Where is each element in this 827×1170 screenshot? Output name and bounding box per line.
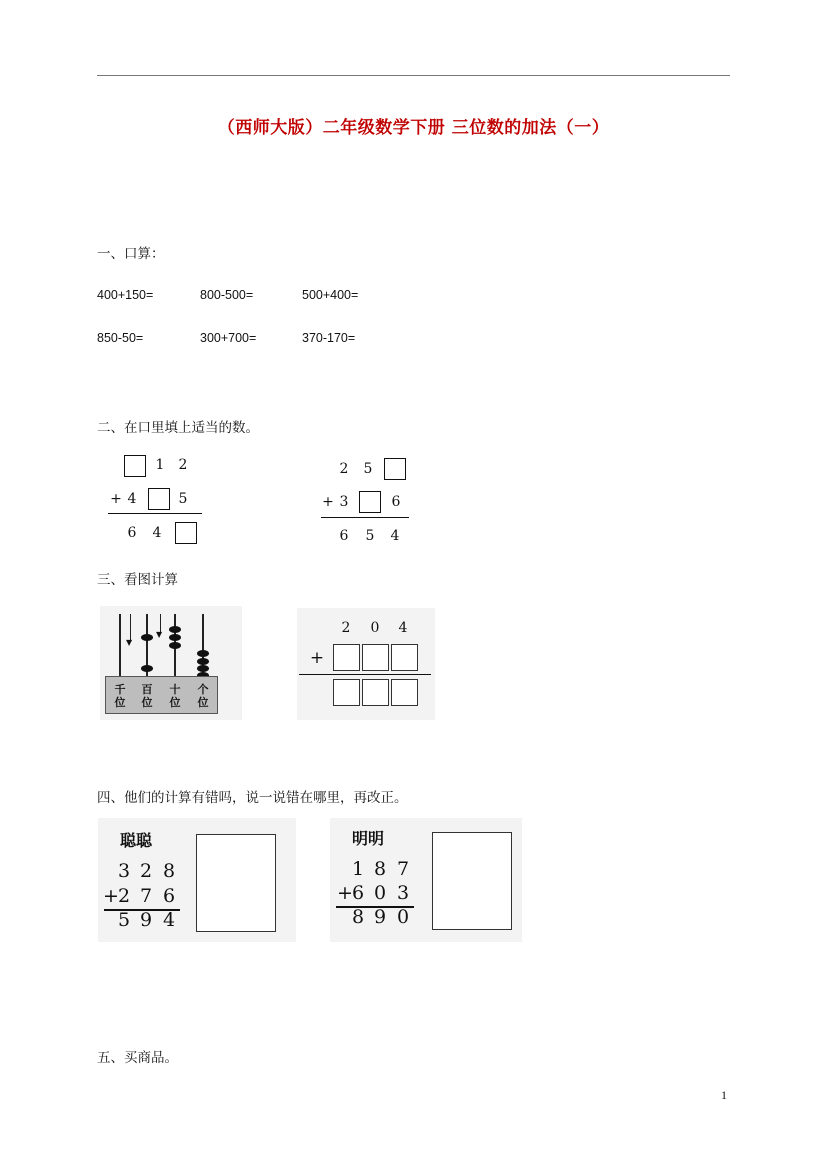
answer-box[interactable] xyxy=(175,522,197,544)
abacus-bead xyxy=(169,634,181,641)
digit: 4 xyxy=(390,528,400,544)
digit: 6 xyxy=(351,882,365,904)
correction-box[interactable] xyxy=(196,834,276,932)
digit: 1 xyxy=(155,457,165,473)
place-label-thousands: 千 位 xyxy=(114,683,126,709)
abacus-base xyxy=(105,676,218,714)
abacus-bead xyxy=(197,665,209,672)
mental-math-item: 300+700= xyxy=(200,331,257,345)
student-name: 明明 xyxy=(352,829,385,848)
mental-math-item: 800-500= xyxy=(200,288,254,302)
digit: 7 xyxy=(139,885,153,907)
abacus-rod xyxy=(119,614,121,680)
digit: 4 xyxy=(152,525,162,541)
digit: 3 xyxy=(396,882,410,904)
digit: 3 xyxy=(117,860,131,882)
plus-sign: + xyxy=(103,885,119,907)
vertical-addition-panel xyxy=(297,608,435,720)
abacus-bead xyxy=(197,650,209,657)
answer-box[interactable] xyxy=(359,491,381,513)
digit: 1 xyxy=(351,858,365,880)
abacus-bead xyxy=(169,642,181,649)
plus-sign: + xyxy=(110,491,122,507)
digit: 9 xyxy=(139,909,153,931)
digit: 6 xyxy=(391,494,401,510)
answer-box[interactable] xyxy=(124,455,146,477)
digit: 5 xyxy=(178,491,188,507)
digit: 6 xyxy=(339,528,349,544)
digit: 0 xyxy=(373,882,387,904)
plus-sign: + xyxy=(309,648,325,668)
section5-heading: 五、买商品。 xyxy=(97,1050,178,1066)
sum-line xyxy=(108,513,202,514)
answer-box[interactable] xyxy=(333,679,360,706)
digit: 2 xyxy=(178,457,188,473)
digit: 4 xyxy=(398,620,408,636)
digit: 6 xyxy=(127,525,137,541)
correction-box[interactable] xyxy=(432,832,512,930)
mental-math-item: 400+150= xyxy=(97,288,154,302)
page-number: 1 xyxy=(721,1088,727,1102)
digit: 3 xyxy=(339,494,349,510)
digit: 8 xyxy=(373,858,387,880)
digit: 0 xyxy=(370,620,380,636)
section2-heading: 二、在口里填上适当的数。 xyxy=(97,420,259,436)
answer-box[interactable] xyxy=(362,644,389,671)
place-label-hundreds: 百 位 xyxy=(141,683,153,709)
answer-box[interactable] xyxy=(391,644,418,671)
arrow-down-icon: ▼ xyxy=(126,638,133,647)
student-name: 聪聪 xyxy=(120,831,153,850)
sum-line xyxy=(299,674,431,675)
mental-math-item: 850-50= xyxy=(97,331,144,345)
digit: 7 xyxy=(396,858,410,880)
arrow-down-icon: ▼ xyxy=(156,630,163,639)
digit: 4 xyxy=(162,909,176,931)
student-card-congcong xyxy=(98,818,296,942)
digit: 2 xyxy=(339,461,349,477)
digit: 9 xyxy=(373,906,387,928)
place-label-ones: 个 位 xyxy=(197,683,209,709)
digit: 2 xyxy=(341,620,351,636)
digit: 8 xyxy=(351,906,365,928)
answer-box[interactable] xyxy=(333,644,360,671)
digit: 5 xyxy=(363,461,373,477)
mental-math-item: 500+400= xyxy=(302,288,359,302)
digit: 5 xyxy=(365,528,375,544)
section3-heading: 三、看图计算 xyxy=(97,572,178,588)
page-title: （西师大版）二年级数学下册 三位数的加法（一） xyxy=(217,118,610,138)
plus-sign: + xyxy=(337,882,353,904)
digit: 6 xyxy=(162,885,176,907)
digit: 8 xyxy=(162,860,176,882)
answer-box[interactable] xyxy=(391,679,418,706)
digit: 5 xyxy=(117,909,131,931)
abacus-panel xyxy=(100,606,242,720)
abacus-bead xyxy=(197,658,209,665)
answer-box[interactable] xyxy=(148,488,170,510)
digit: 4 xyxy=(127,491,137,507)
mental-math-item: 370-170= xyxy=(302,331,356,345)
abacus-bead xyxy=(141,634,153,641)
digit: 2 xyxy=(139,860,153,882)
section1-heading: 一、口算： xyxy=(97,246,165,262)
abacus-bead xyxy=(141,665,153,672)
sum-line xyxy=(321,517,409,518)
header-rule xyxy=(97,75,730,76)
digit: 2 xyxy=(117,885,131,907)
section4-heading: 四、他们的计算有错吗，说一说错在哪里，再改正。 xyxy=(97,790,408,806)
answer-box[interactable] xyxy=(362,679,389,706)
answer-box[interactable] xyxy=(384,458,406,480)
abacus-bead xyxy=(169,626,181,633)
student-card-mingming xyxy=(330,818,522,942)
plus-sign: + xyxy=(322,494,334,510)
place-label-tens: 十 位 xyxy=(169,683,181,709)
digit: 0 xyxy=(396,906,410,928)
